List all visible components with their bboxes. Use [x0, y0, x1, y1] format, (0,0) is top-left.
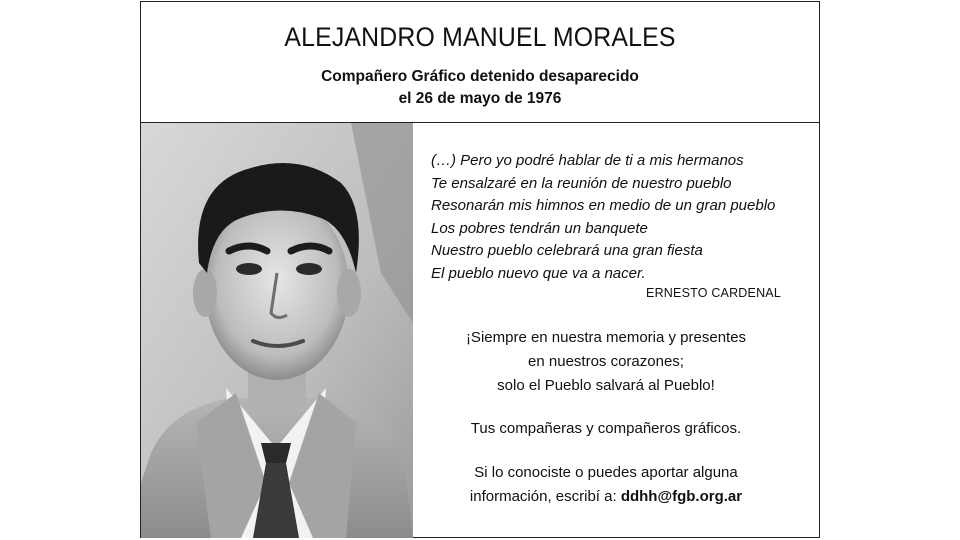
poem-line: Resonarán mis himnos en medio de un gran pueblo [431, 197, 776, 214]
contact-message [391, 461, 821, 509]
poem-line: Los pobres tendrán un banquete [431, 219, 648, 237]
contact-line-2 [391, 485, 821, 509]
text-column [431, 150, 811, 509]
poem [431, 150, 811, 285]
contact-prefix: información, escribí a: [469, 488, 621, 505]
header [141, 2, 819, 123]
thanks-message: Tus compañeras y compañeros gráficos. [470, 420, 742, 437]
memory-message [391, 326, 821, 398]
portrait-illustration [141, 123, 413, 538]
memory-line: solo el Pueblo salvará al Pueblo! [497, 377, 715, 394]
poem-author: ERNESTO CARDENAL [646, 286, 781, 300]
portrait-photo [141, 123, 413, 538]
subtitle-line-2: el 26 de mayo de 1976 [398, 90, 562, 107]
poem-line: El pueblo nuevo que va a nacer. [431, 264, 646, 282]
person-name: ALEJANDRO MANUEL MORALES [284, 22, 676, 52]
memory-line: en nuestros corazones; [528, 353, 684, 370]
memorial-card [140, 1, 820, 538]
subtitle [141, 66, 819, 110]
memory-line: ¡Siempre en nuestra memoria y presentes [465, 329, 747, 346]
contact-email-link[interactable]: ddhh@fgb.org.ar [620, 488, 743, 505]
poem-line: Te ensalzaré en la reunión de nuestro pueblo [431, 174, 732, 192]
poem-line: Nuestro pueblo celebrará una gran fiesta [431, 242, 703, 259]
poem-line: (…) Pero yo podré hablar de ti a mis hermanos [431, 152, 744, 169]
subtitle-line-1: Compañero Gráfico detenido desaparecido [321, 68, 639, 85]
contact-line-1: Si lo conociste o puedes aportar alguna [474, 464, 738, 481]
